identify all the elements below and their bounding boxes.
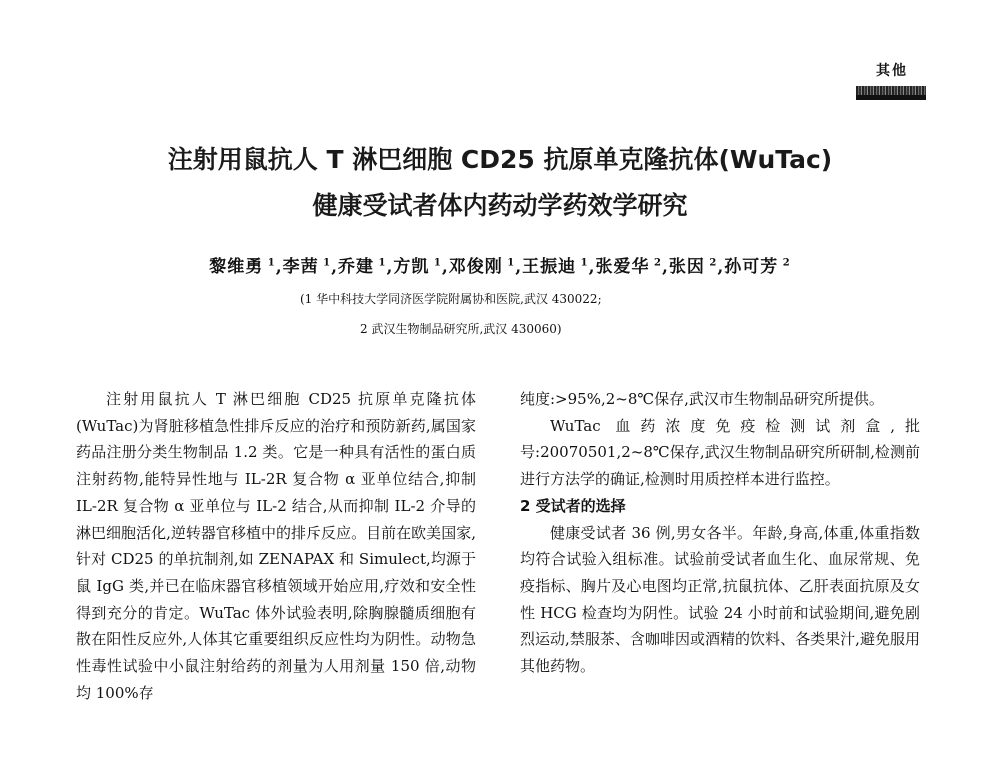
author [209, 257, 275, 277]
section-label: 其他 [876, 63, 908, 79]
author-name: 王振迪 [522, 257, 577, 277]
author [338, 257, 386, 277]
author-affiliation-mark: 1 [429, 257, 442, 269]
author [669, 257, 717, 277]
author-name: 方凯 [393, 257, 430, 277]
author-name: 张因 [668, 257, 705, 277]
body-paragraph: 健康受试者 36 例,男女各半。年龄,身高,体重,体重指数均符合试验入组标准。试验前受试者血生化、血尿常规、免疫指标、胸片及心电图均正常,抗鼠抗体、乙肝表面抗原及女性 HCG 检查均为阴性。试验 24 小时前和试验期间,避免剧烈运动,禁服茶、含咖啡因或酒精的饮料、各类果汁,避免服用其他药物。 [520, 523, 920, 676]
author [724, 257, 790, 277]
author-name: 黎维勇 [209, 257, 264, 277]
author-affiliation-mark: 2 [704, 257, 718, 269]
author-name: 邓俊刚 [448, 257, 503, 277]
body-paragraph: WuTac 血药浓度免疫检测试剂盒,批号:20070501,2~8℃保存,武汉生物制品研究所研制,检测前进行方法学的确证,检测时用质控样本进行监控。 [520, 416, 920, 489]
author-affiliation-mark: 1 [502, 257, 516, 269]
author [449, 257, 515, 277]
author-name: 乔建 [338, 257, 375, 277]
author [283, 257, 331, 277]
affiliation-line-1: (1 华中科技大学同济医学院附属协和医院,武汉 430022; [300, 292, 602, 306]
body-paragraph: 注射用鼠抗人 T 淋巴细胞 CD25 抗原单克隆抗体(WuTac)为肾脏移植急性排斥反应的治疗和预防新药,属国家药品注册分类生物制品 1.2 类。它是一种具有活性的蛋白质注射药物,能特异性地与 IL-2R 复合物 α 亚单位结合,抑制 IL-2R 复合物 α 亚单位与 IL-2 结合,从而抑制 IL-2 介导的淋巴细胞活化,逆转器官移植中的排斥反应。目前在欧美国家,针对 CD25 的单抗制剂,如 ZENAPAX 和 Simulect,均源于鼠 IgG 类,并已在临床器官移植领域开始应用,疗效和安全性得到充分的肯定。WuTac 体外试验表明,除胸腺髓质细胞有散在阳性反应外,人体其它重要组织反应性均为阴性。动物急性毒性试验中小鼠注射给药的剂量为人用剂量 150 倍,动物均 100%存 [76, 390, 476, 702]
author-name: 李茜 [282, 257, 319, 277]
affiliation-line-2: 2 武汉生物制品研究所,武汉 430060) [360, 322, 562, 336]
author-affiliation-mark: 2 [778, 257, 791, 269]
author [596, 257, 662, 277]
author-affiliation-mark: 1 [263, 257, 276, 269]
left-column [76, 386, 476, 706]
right-column [520, 386, 920, 680]
body-paragraph: 纯度:>95%,2~8℃保存,武汉市生物制品研究所提供。 [520, 390, 884, 408]
author-list: 黎维勇 $^1$,李茜 $^1$,乔建 $^1$,方凯 $^1$,邓俊刚 $^1$,王振迪 $^1$,张爱华 $^2$,张因 $^2$,孙可芳 $^2$ [209, 257, 791, 277]
author-affiliation-mark: 1 [374, 257, 387, 269]
author-name: 孙可芳 [724, 257, 779, 277]
author-affiliation-mark: 1 [318, 257, 332, 269]
section-heading: 2 受试者的选择 [520, 496, 626, 515]
author-affiliation-mark: 2 [649, 257, 662, 269]
section-bar-decoration [856, 86, 926, 100]
author-name: 张爱华 [595, 257, 650, 277]
title-line-2: 健康受试者体内药动学药效学研究 [312, 191, 688, 220]
author [393, 257, 441, 277]
author-affiliation-mark: 1 [576, 257, 589, 269]
author [522, 257, 588, 277]
title-line-1: 注射用鼠抗人 T 淋巴细胞 CD25 抗原单克隆抗体(WuTac) [167, 145, 833, 174]
